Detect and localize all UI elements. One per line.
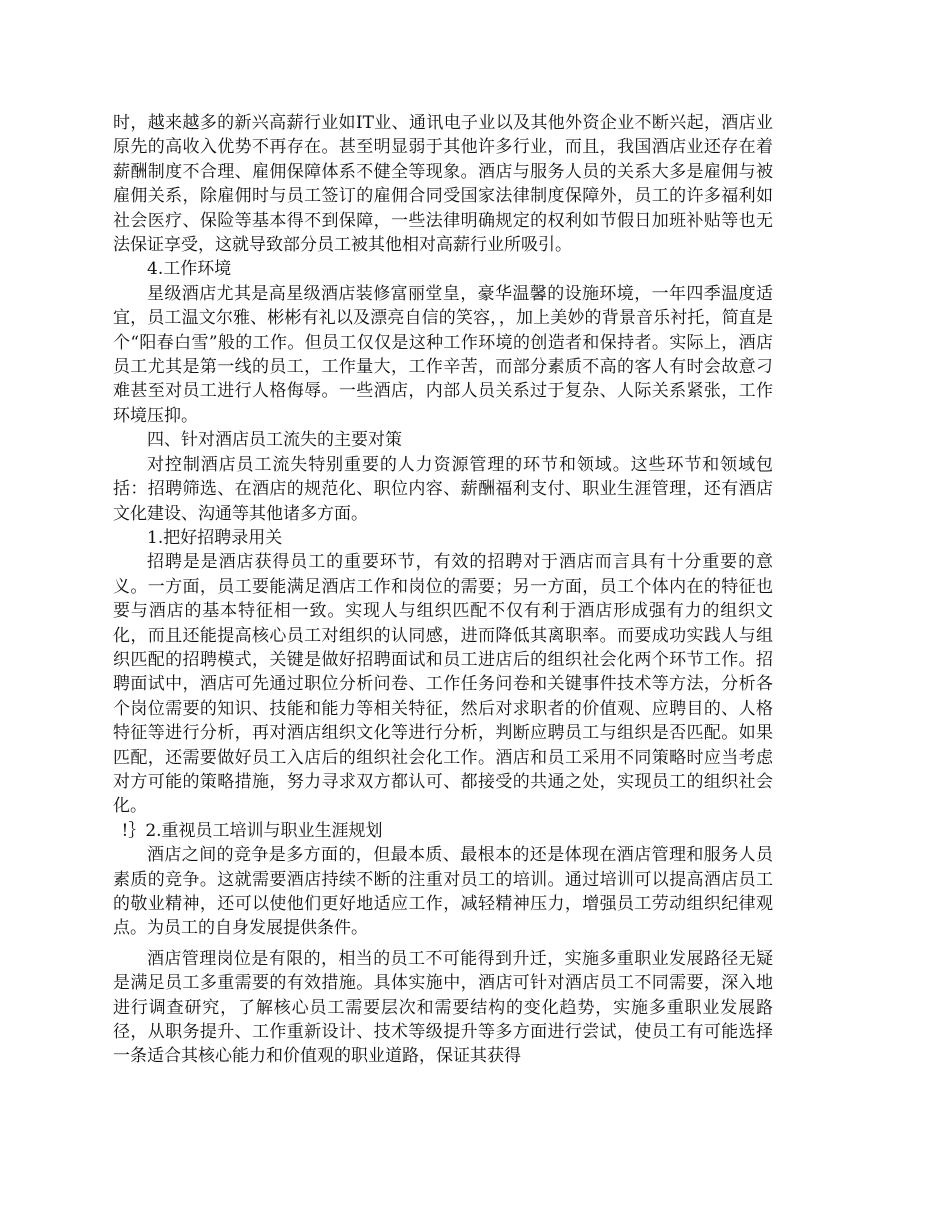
paragraph-work-environment: 星级酒店尤其是高星级酒店装修富丽堂皇，豪华温馨的设施环境，一年四季温度适宜，员工温文尔雅、彬彬有礼以及漂亮自信的笑容，，加上美妙的背景音乐衬托，简直是个“阳春白雪”般的工作。但员工仅仅是这种工作环境的创造者和保持者。实际上，酒店员工尤其是第一线的员工，工作量大，工作辛苦，而部分素质不高的客人有时会故意刁难甚至对员工进行人格侮辱。一些酒店，内部人员关系过于复杂、人际关系紧张，工作环境压抑。 xyxy=(113,283,773,426)
section-heading-countermeasures: 四、针对酒店员工流失的主要对策 xyxy=(147,430,402,451)
document-page xyxy=(113,111,773,1069)
section-heading-recruitment: 1.把好招聘录用关 xyxy=(147,527,283,548)
section-heading-work-environment: 4.工作环境 xyxy=(147,259,232,280)
paragraph-countermeasures: 对控制酒店员工流失特别重要的人力资源管理的环节和领域。这些环节和领域包括：招聘筛选、在酒店的规范化、职位内容、薪酬福利支付、职业生涯管理，还有酒店文化建设、沟通等其他诸多方面。 xyxy=(113,454,773,524)
paragraph-training: 酒店之间的竞争是多方面的，但最本质、最根本的还是体现在酒店管理和服务人员素质的竞争。这就需要酒店持续不断的注重对员工的培训。通过培训可以提高酒店员工的敬业精神，还可以使他们更好地适应工作，减轻精神压力，增强员工劳动组织纪律观点。为员工的自身发展提供条件。 xyxy=(113,845,773,939)
paragraph-career-paths: 酒店管理岗位是有限的，相当的员工不可能得到升迁，实施多重职业发展路径无疑是满足员工多重需要的有效措施。具体实施中，酒店可针对酒店员工不同需要，深入地进行调查研究，了解核心员工需要层次和需要结构的变化趋势，实施多重职业发展路径，从职务提升、工作重新设计、技术等级提升等多方面进行尝试，使员工有可能选择一条适合其核心能力和价值观的职业道路，保证其获得 xyxy=(113,948,773,1067)
paragraph-recruitment: 招聘是是酒店获得员工的重要环节，有效的招聘对于酒店而言具有十分重要的意义。一方面，员工要能满足酒店工作和岗位的需要；另一方面，员工个体内在的特征也要与酒店的基本特征相一致。实现人与组织匹配不仅有利于酒店形成强有力的组织文化，而且还能提高核心员工对组织的认同感，进而降低其离职率。而要成功实践人与组织匹配的招聘模式，关键是做好招聘面试和员工进店后的组织社会化两个环节工作。招聘面试中，酒店可先通过职位分析问卷、工作任务问卷和关键事件技术等方法，分析各个岗位需要的知识、技能和能力等相关特征，然后对求职者的价值观、应聘目的、人格特征等进行分析，再对酒店组织文化等进行分析，判断应聘员工与组织是否匹配。如果匹配，还需要做好员工入店后的组织社会化工作。酒店和员工采用不同策略时应当考虑对方可能的策略措施，努力寻求双方都认可、都接受的共通之处，实现员工的组织社会化。 xyxy=(113,552,773,817)
paragraph-salary-continuation: 时，越来越多的新兴高薪行业如IT业、通讯电子业以及其他外资企业不断兴起，酒店业原先的高收入优势不再存在。甚至明显弱于其他许多行业，而且，我国酒店业还存在着薪酬制度不合理、雇佣保障体系不健全等现象。酒店与服务人员的关系大多是雇佣与被雇佣关系，除雇佣时与员工签订的雇佣合同受国家法律制度保障外，员工的许多福利如社会医疗、保险等基本得不到保障，一些法律明确规定的权利如节假日加班补贴等也无法保证享受，这就导致部分员工被其他相对高薪行业所吸引。 xyxy=(113,113,773,256)
section-heading-training: !｝2.重视员工培训与职业生涯规划 xyxy=(121,820,383,841)
